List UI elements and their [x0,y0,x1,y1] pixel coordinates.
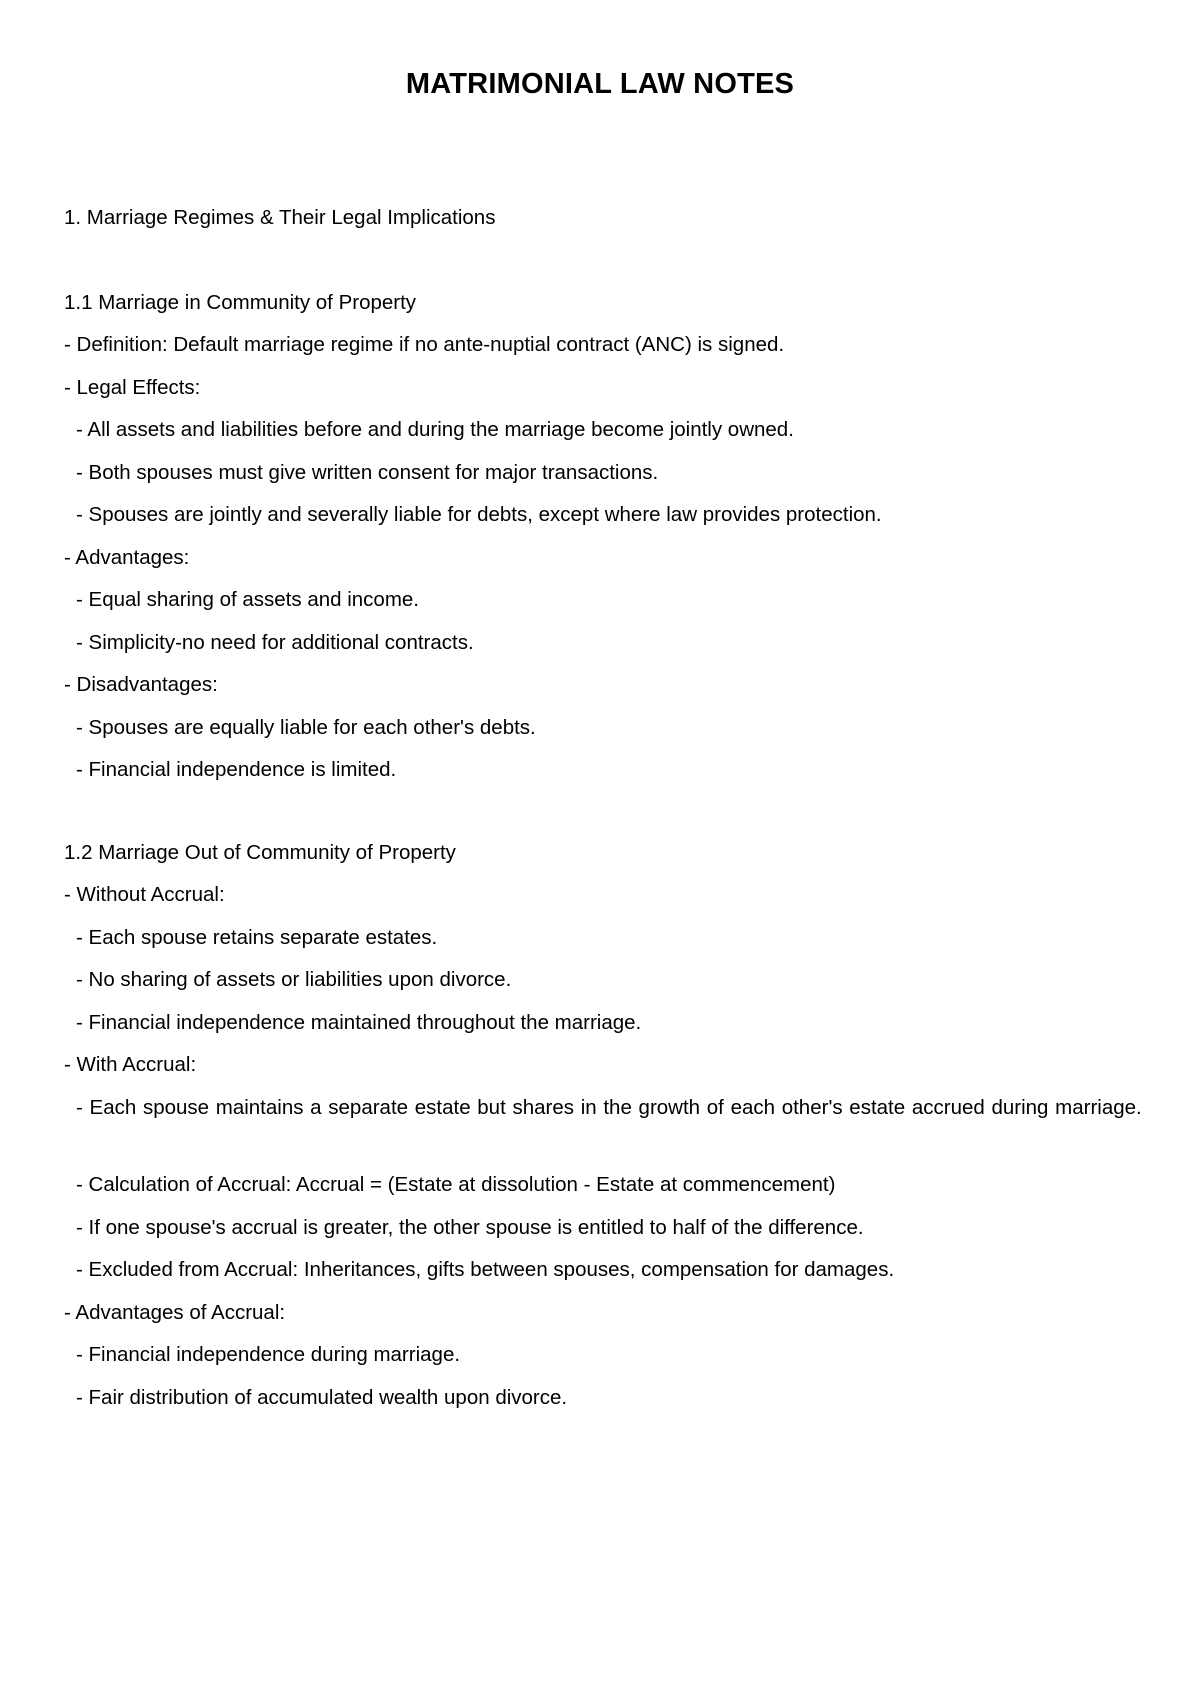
disadvantages-item: - Financial independence is limited. [76,758,397,781]
disadvantages-item: - Spouses are equally liable for each other's debts. [76,716,536,739]
subsection-heading-community-of-property: 1.1 Marriage in Community of Property [64,291,417,314]
document-title: MATRIMONIAL LAW NOTES [405,68,795,100]
advantages-label: - Advantages: [64,546,190,569]
with-accrual-item: - Calculation of Accrual: Accrual = (Estate at dissolution - Estate at commencement) [76,1173,836,1196]
without-accrual-item: - No sharing of assets or liabilities upon divorce. [76,968,512,991]
with-accrual-label: - With Accrual: [64,1053,197,1076]
with-accrual-item: - Excluded from Accrual: Inheritances, gifts between spouses, compensation for damages. [76,1258,895,1281]
advantages-of-accrual-label: - Advantages of Accrual: [64,1301,286,1324]
without-accrual-label: - Without Accrual: [64,883,225,906]
without-accrual-item: - Financial independence maintained throughout the marriage. [76,1011,642,1034]
legal-effects-item: - Spouses are jointly and severally liable for debts, except where law provides protection. [76,503,882,526]
legal-effects-label: - Legal Effects: [64,376,201,399]
advantages-of-accrual-item: - Financial independence during marriage. [76,1343,461,1366]
advantages-item: - Simplicity-no need for additional contracts. [76,631,474,654]
legal-effects-item: - All assets and liabilities before and during the marriage become jointly owned. [76,418,794,441]
without-accrual-item: - Each spouse retains separate estates. [76,926,438,949]
section-heading-marriage-regimes: 1. Marriage Regimes & Their Legal Implications [64,206,496,229]
legal-effects-item: - Both spouses must give written consent for major transactions. [76,461,659,484]
subsection-heading-out-of-community: 1.2 Marriage Out of Community of Property [64,841,456,864]
advantages-of-accrual-item: - Fair distribution of accumulated wealth upon divorce. [76,1386,568,1409]
definition-line: - Definition: Default marriage regime if no ante-nuptial contract (ANC) is signed. [64,333,785,356]
advantages-item: - Equal sharing of assets and income. [76,588,419,611]
with-accrual-item: - If one spouse's accrual is greater, the other spouse is entitled to half of the difference. [76,1216,864,1239]
disadvantages-label: - Disadvantages: [64,673,218,696]
with-accrual-paragraph: - Each spouse maintains a separate estate but shares in the growth of each other's estate accrued during marriage. [76,1096,1142,1119]
